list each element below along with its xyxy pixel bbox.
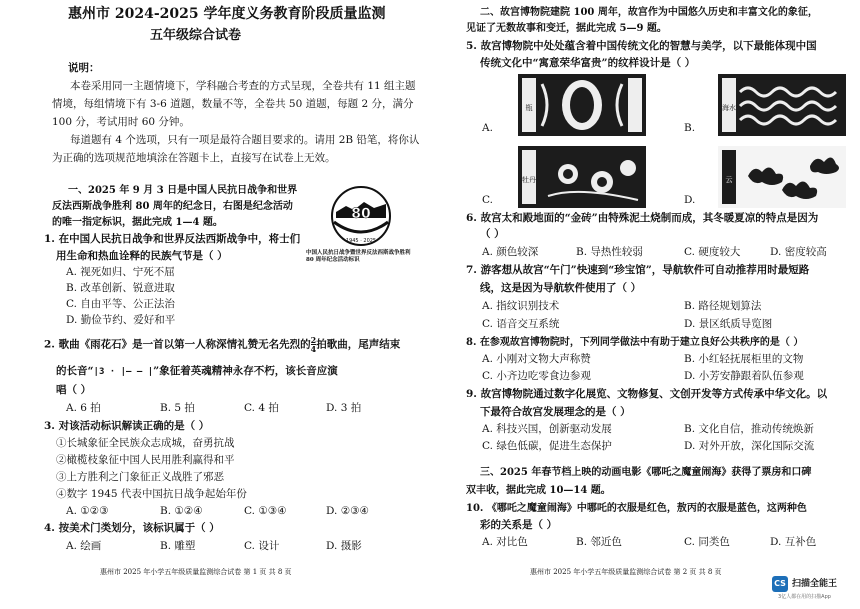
question-10: 10. 《哪吒之魔童闹海》中哪吒的衣服是红色，敖丙的衣服是蓝色，这两种色 [466, 503, 807, 514]
q9-option-a: A. 科技兴国，创新驱动发展 [482, 423, 612, 435]
section-heading: 一、2025 年 9 月 3 日是中国人民抗日战争和世界 [68, 185, 298, 196]
question-9: 9. 故宫博物院通过数字化展览、文物修复、文创开发等方式传承中华文化。以 [466, 388, 828, 400]
question-6: 6. 故宫太和殿地面的“金砖”由特殊泥土烧制而成，其冬暖夏凉的特点是因为 [466, 212, 819, 224]
logo-number: 80 [351, 206, 371, 222]
q2-text: 2. 歌曲《雨花石》是一首以第一人称深情礼赞无名先烈的 [44, 338, 311, 351]
q5-label-d: D. [684, 194, 696, 206]
pattern-a-image [518, 74, 646, 136]
time-signature: $\frac{2}{4}$ [310, 335, 317, 354]
q7-option-b: B. 路径规划算法 [684, 300, 762, 312]
q5-label-c: C. [482, 194, 493, 206]
question-2-line3: 唱（ ） [56, 384, 92, 396]
svg-text:海水: 海水 [722, 104, 736, 112]
q7-option-c: C. 语音交互系统 [482, 318, 560, 330]
q3-item: ③上方胜利之门象征正义战胜了邪恶 [56, 471, 224, 483]
q5-label-b: B. [684, 122, 696, 134]
exam-subtitle: 五年级综合试卷 [150, 28, 242, 43]
logo-caption: 中国人民抗日战争暨世界反法西斯战争胜利 80 周年纪念活动标识 [306, 250, 411, 263]
note-line: 每道题有 4 个选项，只有一项是最符合题目要求的。请用 2B 铅笔，将你认 [70, 134, 420, 146]
q9-option-d: D. 对外开放，深化国际交流 [684, 440, 815, 452]
q2-option-d: D. 3 拍 [326, 402, 362, 414]
note-line: 100 分，考试用时 60 分钟。 [52, 116, 190, 128]
q4-option-d: D. 摄影 [326, 540, 362, 552]
question-5-cont: 传统文化中“寓意荣华富贵”的纹样设计是（ ） [480, 57, 696, 69]
svg-text:瓶: 瓶 [525, 104, 533, 112]
commemorative-logo [318, 182, 404, 250]
q3-option-d: D. ②③④ [326, 505, 369, 517]
question-4: 4. 按美术门类划分，该标识属于（ ） [44, 522, 220, 534]
question-7: 7. 游客想从故宫“午门”快速到“珍宝馆”，导航软件可自动推荐用时最短路 [466, 264, 810, 276]
scanner-logo-icon: CS [772, 576, 788, 592]
section-heading: 二、故宫博物院建院 100 周年，故宫作为中国悠久历史和丰富文化的象征， [480, 7, 818, 18]
q8-option-b: B. 小红轻抚展柜里的文物 [684, 353, 804, 365]
right-page [430, 0, 860, 609]
q6-option-a: A. 颜色较深 [482, 246, 539, 258]
q7-option-a: A. 指纹识别技术 [482, 300, 560, 312]
q8-option-d: D. 小芳安静跟着队伍参观 [684, 370, 804, 382]
svg-text:云: 云 [725, 176, 733, 184]
q8-option-c: C. 小齐边吃零食边参观 [482, 370, 591, 382]
question-5: 5. 故宫博物院中处处蕴含着中国传统文化的智慧与美学，以下最能体现中国 [466, 40, 817, 52]
note-line: 本卷采用同一主题情境下，学科融合考查的方式呈现，全卷共有 11 组主题 [70, 80, 416, 92]
exam-title: 惠州市 2024-2025 学年度义务教育阶段质量监测 [68, 6, 386, 22]
question-1-cont: 用生命和热血诠释的民族气节是（ ） [56, 250, 228, 262]
q2-text-post: 拍歌曲，尾声结束 [316, 338, 401, 351]
pattern-b-image [718, 74, 846, 136]
q1-option-c: C. 自由平等、公正法治 [66, 298, 175, 310]
q4-option-b: B. 雕塑 [160, 540, 196, 552]
question-6-cont: （ ） [480, 228, 505, 240]
svg-text:牡丹: 牡丹 [522, 176, 536, 184]
q3-item: ④数字 1945 代表中国抗日战争起始年份 [56, 488, 247, 500]
q6-option-b: B. 导热性较弱 [576, 246, 643, 258]
scanner-title: 扫描全能王 [792, 579, 838, 589]
page-footer: 惠州市 2025 年小学五年级质量监测综合试卷 第 2 页 共 8 页 [530, 568, 722, 576]
q3-item: ②橄榄枝象征中国人民用胜利赢得和平 [56, 454, 235, 466]
question-10-cont: 彩的关系是（ ） [480, 519, 558, 531]
question-7-cont: 线，这是因为导航软件使用了（ ） [480, 282, 642, 294]
q2-option-a: A. 6 拍 [66, 402, 101, 414]
q1-option-d: D. 勤俭节约、爱好和平 [66, 314, 176, 326]
question-8: 8. 在参观故宫博物院时，下列同学做法中有助于建立良好公共秩序的是（ ） [466, 337, 804, 348]
note-line: 为正确的选项规范地填涂在答题卡上，直接写在试卷上无效。 [52, 152, 336, 164]
q3-option-a: A. ①②③ [66, 505, 109, 517]
q10-option-d: D. 互补色 [770, 536, 817, 548]
music-score: |3 · |— — | [93, 367, 154, 377]
q1-option-b: B. 改革创新、锐意进取 [66, 282, 175, 294]
q3-option-b: B. ①②④ [160, 505, 203, 517]
q9-option-c: C. 绿色低碳，促进生态保护 [482, 440, 612, 452]
q10-option-a: A. 对比色 [482, 536, 528, 548]
q5-label-a: A. [482, 122, 493, 134]
section-heading: 反法西斯战争胜利 80 周年的纪念日，右图是纪念活动 [52, 201, 293, 212]
section-heading: 见证了无数故事和变迁，据此完成 5—9 题。 [466, 23, 667, 34]
q10-option-c: C. 同类色 [684, 536, 730, 548]
q2-option-c: C. 4 拍 [244, 402, 279, 414]
scanner-subtitle: 3亿人都在用的扫描App [778, 594, 831, 600]
q1-option-a: A. 视死如归、宁死不屈 [66, 266, 175, 278]
question-9-cont: 下最符合故宫发展理念的是（ ） [480, 406, 631, 418]
q3-option-c: C. ①③④ [244, 505, 287, 517]
section-heading: 双丰收，据此完成 10—14 题。 [466, 485, 611, 496]
question-2-line2: 的长音“|3 · |— — |”象征着英魂精神永存不朽，该长音应演 [56, 365, 338, 377]
q7-option-d: D. 景区纸质导览图 [684, 318, 773, 330]
logo-years: 1945 · 2025 [345, 238, 377, 244]
q3-item: ①长城象征全民族众志成城，奋勇抗战 [56, 437, 235, 449]
section-heading: 三、2025 年春节档上映的动画电影《哪吒之魔童闹海》获得了票房和口碑 [480, 467, 812, 478]
q9-option-b: B. 文化自信，推动传统焕新 [684, 423, 814, 435]
question-1: 1. 在中国人民抗日战争和世界反法西斯战争中，将士们 [44, 233, 301, 245]
q2-option-b: B. 5 拍 [160, 402, 195, 414]
q4-option-a: A. 绘画 [66, 540, 102, 552]
note-heading: 说明： [68, 62, 100, 74]
question-2 [44, 336, 400, 353]
q6-option-c: C. 硬度较大 [684, 246, 741, 258]
scanner-watermark [772, 574, 856, 604]
q10-option-b: B. 邻近色 [576, 536, 622, 548]
q8-option-a: A. 小刚对文物大声称赞 [482, 353, 591, 365]
pattern-d-image [718, 146, 846, 208]
page-footer: 惠州市 2025 年小学五年级质量监测综合试卷 第 1 页 共 8 页 [100, 568, 292, 576]
question-3: 3. 对该活动标识解读正确的是（ ） [44, 420, 210, 432]
pattern-c-image [518, 146, 646, 208]
q4-option-c: C. 设计 [244, 540, 280, 552]
q6-option-d: D. 密度较高 [770, 246, 827, 258]
note-line: 情境，每组情境下有 3-6 道题，数量不等，全卷共 50 道题，每题 2 分，满分 [52, 98, 414, 110]
section-heading: 的唯一指定标识，据此完成 1—4 题。 [52, 217, 223, 228]
